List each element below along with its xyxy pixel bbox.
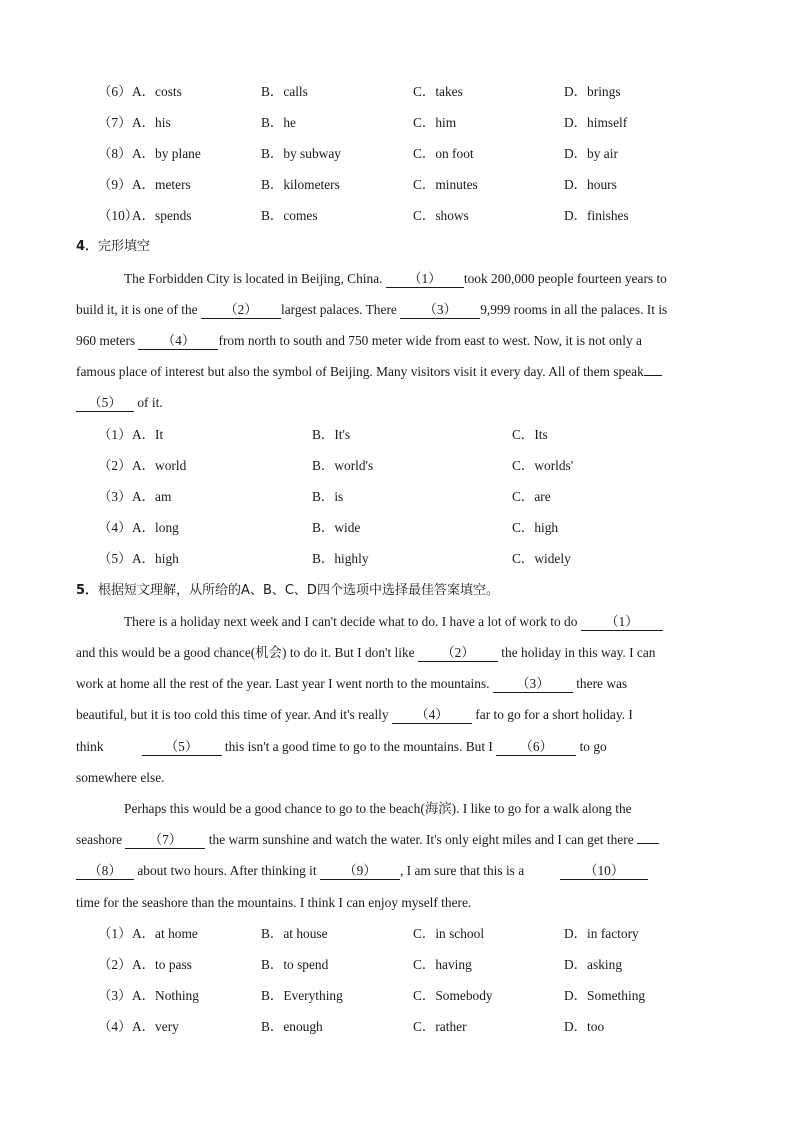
question-5-heading: [76, 582, 499, 600]
option-b: B．he: [261, 115, 296, 130]
answer-blank: （6）: [496, 739, 576, 756]
option-b: B．is: [312, 489, 344, 504]
passage-line: think （5） this isn't a good time to go to the mountains. But I （6） to go: [76, 739, 607, 754]
option-a: A．It: [132, 427, 164, 442]
option-c: C．shows: [413, 208, 469, 223]
option-a: A．Nothing: [132, 988, 199, 1003]
option-b: B．calls: [261, 84, 308, 99]
option-d: D．hours: [564, 177, 617, 192]
answer-blank: （5）: [76, 395, 134, 412]
option-number: （9）: [98, 177, 132, 192]
option-a: A．spends: [132, 208, 192, 223]
option-c: C．are: [512, 489, 551, 504]
passage-line: beautiful, but it is too cold this time of year. And it's really （4） far to go for a short holiday. I: [76, 707, 633, 722]
passage-line: famous place of interest but also the symbol of Beijing. Many visitors visit it every day. All of them speak: [76, 363, 662, 381]
question-number: 5．: [76, 583, 99, 598]
option-b: B．enough: [261, 1019, 323, 1034]
option-number: （5）: [98, 551, 132, 566]
answer-blank: （3）: [493, 676, 573, 693]
answer-blank: （2）: [418, 645, 498, 662]
passage-line: （8） about two hours. After thinking it （9） , I am sure that this is a （10）: [76, 862, 648, 880]
passage-line: The Forbidden City is located in Beijing, China. （1） took 200,000 people fourteen years to: [124, 271, 667, 286]
option-b: B．at house: [261, 926, 328, 941]
option-number: （6）: [98, 84, 132, 99]
option-c: C．high: [512, 520, 559, 535]
passage-line: work at home all the rest of the year. Last year I went north to the mountains. （3） there was: [76, 676, 628, 691]
option-a: A．very: [132, 1019, 179, 1034]
option-a: A．by plane: [132, 146, 201, 161]
option-c: C．him: [413, 115, 457, 130]
option-d: D．by air: [564, 146, 618, 161]
option-b: B．by subway: [261, 146, 341, 161]
answer-blank: （2）: [201, 302, 281, 319]
answer-blank: （1）: [581, 614, 663, 631]
option-number: （4）: [98, 1019, 132, 1034]
option-a: A．high: [132, 551, 179, 566]
option-a: A．meters: [132, 177, 191, 192]
answer-blank: （4）: [138, 333, 218, 350]
passage-line: （5） of it.: [76, 394, 163, 412]
option-d: D．himself: [564, 115, 628, 130]
option-number: （3）: [98, 489, 132, 504]
option-d: D．finishes: [564, 208, 629, 223]
passage-line: seashore （7） the warm sunshine and watch the water. It's only eight miles and I can get there: [76, 831, 659, 849]
answer-blank: （5）: [142, 739, 222, 756]
answer-blank: [644, 375, 662, 376]
answer-blank: （4）: [392, 707, 472, 724]
option-a: A．at home: [132, 926, 198, 941]
option-c: C．Its: [512, 427, 548, 442]
option-d: D．too: [564, 1019, 605, 1034]
option-a: A．costs: [132, 84, 182, 99]
option-a: A．to pass: [132, 957, 192, 972]
option-number: （3）: [98, 988, 132, 1003]
passage-line: There is a holiday next week and I can't decide what to do. I have a lot of work to do （1）: [124, 613, 663, 631]
option-a: A．world: [132, 458, 187, 473]
option-a: A．am: [132, 489, 172, 504]
question-title: 根据短文理解，从所给的A、B、C、D四个选项中选择最佳答案填空。: [98, 583, 499, 598]
option-c: C．worlds': [512, 458, 574, 473]
option-d: D．brings: [564, 84, 621, 99]
option-number: （1）: [98, 926, 132, 941]
option-number: （2）: [98, 957, 132, 972]
passage-line: time for the seashore than the mountains. I think I can enjoy myself there.: [76, 895, 472, 910]
option-d: D．in factory: [564, 926, 639, 941]
answer-blank: [637, 843, 659, 844]
option-c: C．minutes: [413, 177, 478, 192]
option-c: C．rather: [413, 1019, 467, 1034]
option-number: （4）: [98, 520, 132, 535]
option-b: B．world's: [312, 458, 374, 473]
passage-line: somewhere else.: [76, 770, 165, 785]
option-a: A．his: [132, 115, 171, 130]
option-number: （10）: [98, 208, 139, 223]
option-b: B．Everything: [261, 988, 343, 1003]
option-b: B．wide: [312, 520, 361, 535]
option-b: B．to spend: [261, 957, 329, 972]
answer-blank: （10）: [560, 863, 648, 880]
option-number: （8）: [98, 146, 132, 161]
passage-line: Perhaps this would be a good chance to go to the beach(海滨). I like to go for a walk along the: [124, 801, 632, 816]
question-number: 4．: [76, 239, 99, 254]
option-c: C．takes: [413, 84, 463, 99]
option-b: B．highly: [312, 551, 369, 566]
option-b: B．It's: [312, 427, 351, 442]
option-c: C．Somebody: [413, 988, 493, 1003]
answer-blank: （8）: [76, 863, 134, 880]
passage-line: 960 meters （4） from north to south and 750 meter wide from east to west. Now, it is not only a: [76, 333, 642, 348]
question-title: 完形填空: [98, 239, 151, 254]
option-c: C．on foot: [413, 146, 474, 161]
option-number: （2）: [98, 458, 132, 473]
option-b: B．kilometers: [261, 177, 340, 192]
question-4-heading: [76, 238, 150, 256]
option-d: D．Something: [564, 988, 646, 1003]
option-d: D．asking: [564, 957, 623, 972]
option-c: C．in school: [413, 926, 485, 941]
passage-line: build it, it is one of the （2） largest palaces. There （3） 9,999 rooms in all the palaces. It is: [76, 302, 668, 317]
option-c: C．having: [413, 957, 472, 972]
option-number: （1）: [98, 427, 132, 442]
answer-blank: （7）: [125, 832, 205, 849]
option-number: （7）: [98, 115, 132, 130]
option-a: A．long: [132, 520, 179, 535]
answer-blank: （3）: [400, 302, 480, 319]
passage-line: and this would be a good chance(机会) to do it. But I don't like （2） the holiday in this way. I can: [76, 645, 656, 660]
answer-blank: （9）: [320, 863, 400, 880]
option-b: B．comes: [261, 208, 318, 223]
option-c: C．widely: [512, 551, 571, 566]
answer-blank: （1）: [386, 271, 464, 288]
